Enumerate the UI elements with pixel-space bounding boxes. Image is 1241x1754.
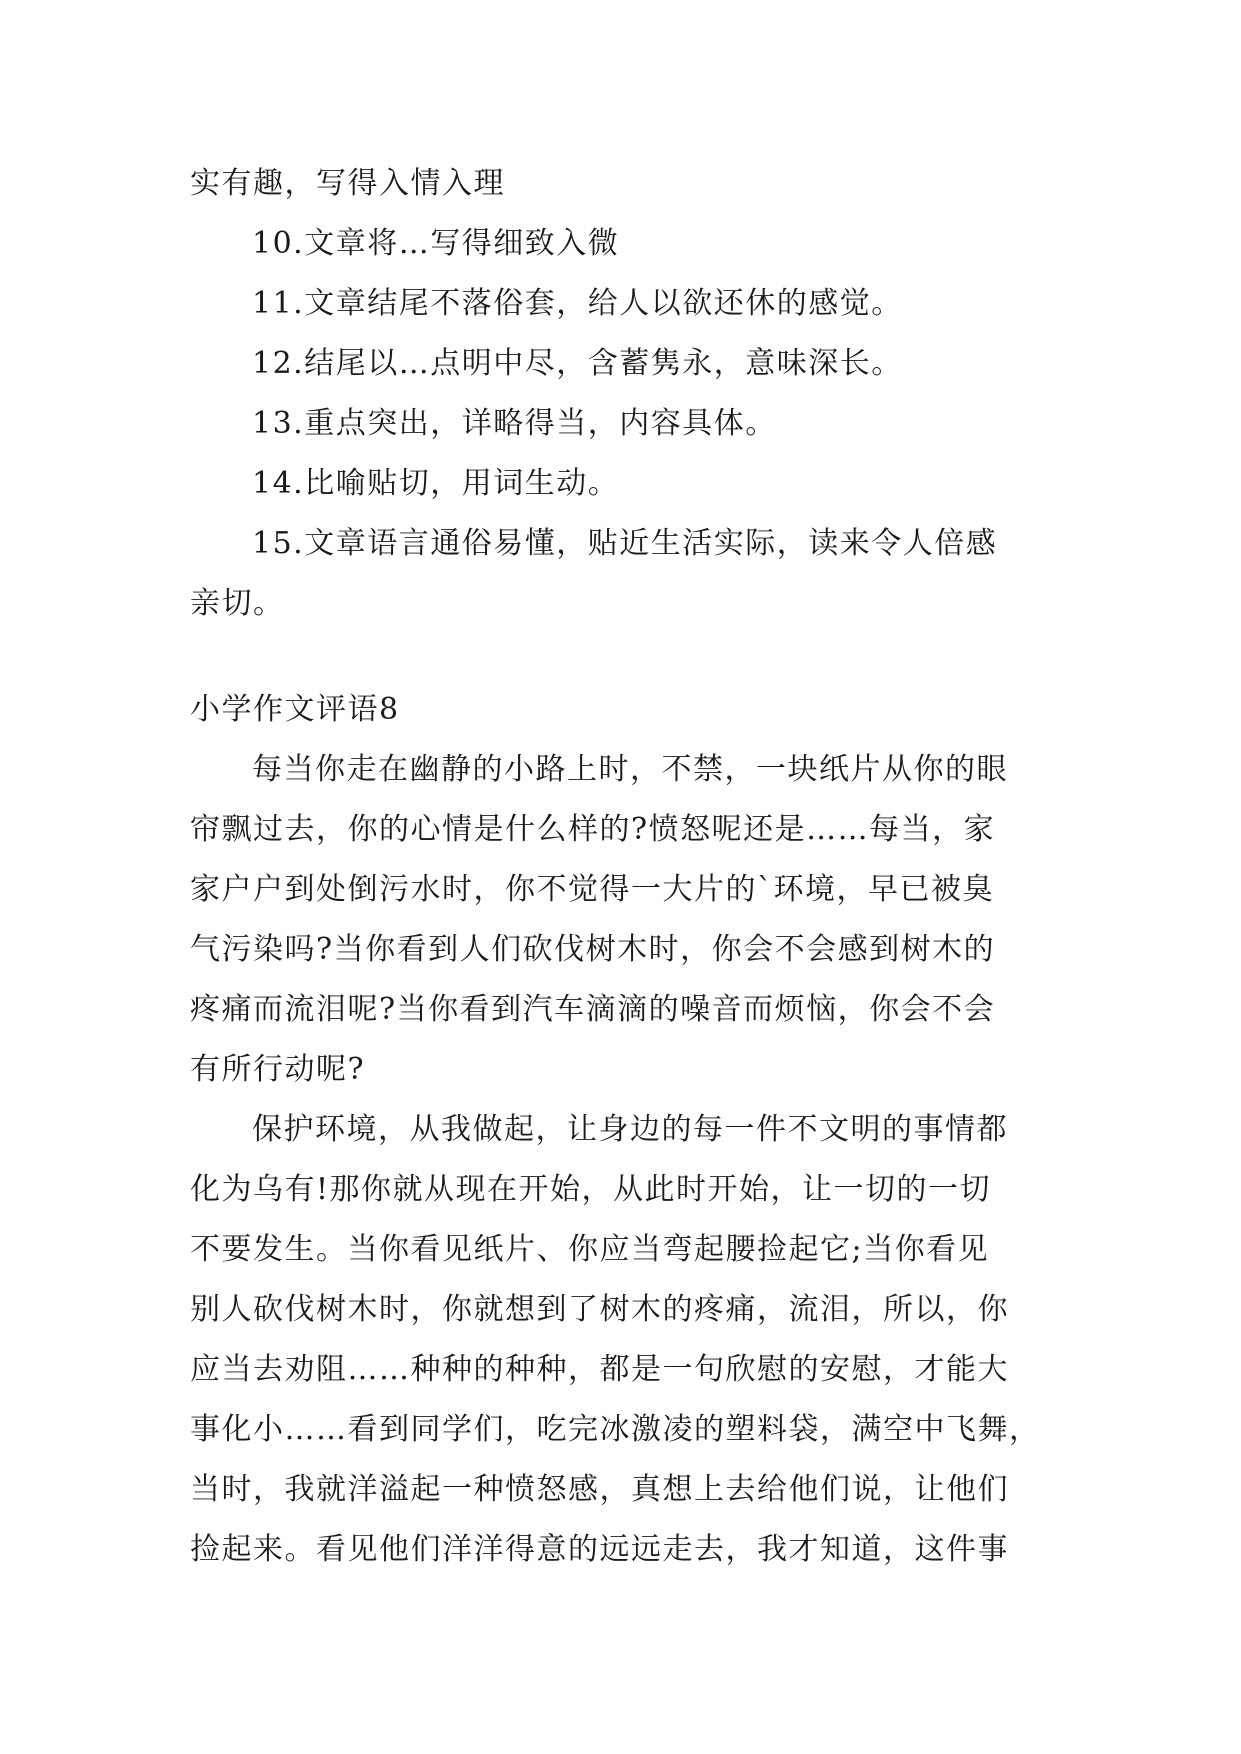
paragraph-line: 有所行动呢? [190, 1052, 366, 1087]
list-item: 15.文章语言通俗易懂，贴近生活实际，读来令人倍感 [252, 526, 998, 561]
list-item: 10.文章将…写得细致入微 [252, 226, 620, 261]
paragraph-line: 应当去劝阻……种种的种种，都是一句欣慰的安慰，才能大 [190, 1352, 1009, 1387]
list-item: 14.比喻贴切，用词生动。 [252, 466, 620, 501]
paragraph-line: 捡起来。看见他们洋洋得意的远远走去，我才知道，这件事 [190, 1532, 1009, 1567]
section-heading: 小学作文评语8 [190, 692, 400, 727]
essay-comment-section [190, 680, 1052, 1580]
paragraph-line: 事化小……看到同学们，吃完冰激凌的塑料袋，满空中飞舞， [190, 1412, 1041, 1447]
list-item: 12.结尾以…点明中尽，含蓄隽永，意味深长。 [252, 346, 903, 381]
paragraph-line: 化为乌有!那你就从现在开始，从此时开始，让一切的一切 [190, 1172, 992, 1207]
paragraph-line: 当时，我就洋溢起一种愤怒感，真想上去给他们说，让他们 [190, 1472, 1009, 1507]
list-item: 11.文章结尾不落俗套，给人以欲还休的感觉。 [252, 286, 903, 321]
paragraph-line: 疼痛而流泪呢?当你看到汽车滴滴的噪音而烦恼，你会不会 [190, 992, 996, 1027]
paragraph-line: 别人砍伐树木时，你就想到了树木的疼痛，流泪，所以，你 [190, 1292, 1009, 1327]
paragraph-line: 家户户到处倒污水时，你不觉得一大片的`环境，早已被臭 [190, 872, 994, 907]
paragraph-line: 每当你走在幽静的小路上时，不禁，一块纸片从你的眼 [252, 752, 1008, 787]
comment-list-section [190, 154, 1052, 634]
list-item: 13.重点突出，详略得当，内容具体。 [252, 406, 777, 441]
list-item-continuation: 亲切。 [190, 586, 285, 621]
paragraph-line: 保护环境，从我做起，让身边的每一件不文明的事情都 [252, 1112, 1008, 1147]
paragraph-line: 气污染吗?当你看到人们砍伐树木时，你会不会感到树木的 [190, 932, 996, 967]
paragraph-line: 帘飘过去，你的心情是什么样的?愤怒呢还是……每当，家 [190, 812, 996, 847]
paragraph-2 [190, 1100, 1052, 1580]
paragraph-line: 不要发生。当你看见纸片、你应当弯起腰捡起它;当你看见 [190, 1232, 990, 1267]
list-continuation-text: 实有趣，写得入情入理 [190, 166, 505, 201]
paragraph-1 [190, 740, 1052, 1100]
